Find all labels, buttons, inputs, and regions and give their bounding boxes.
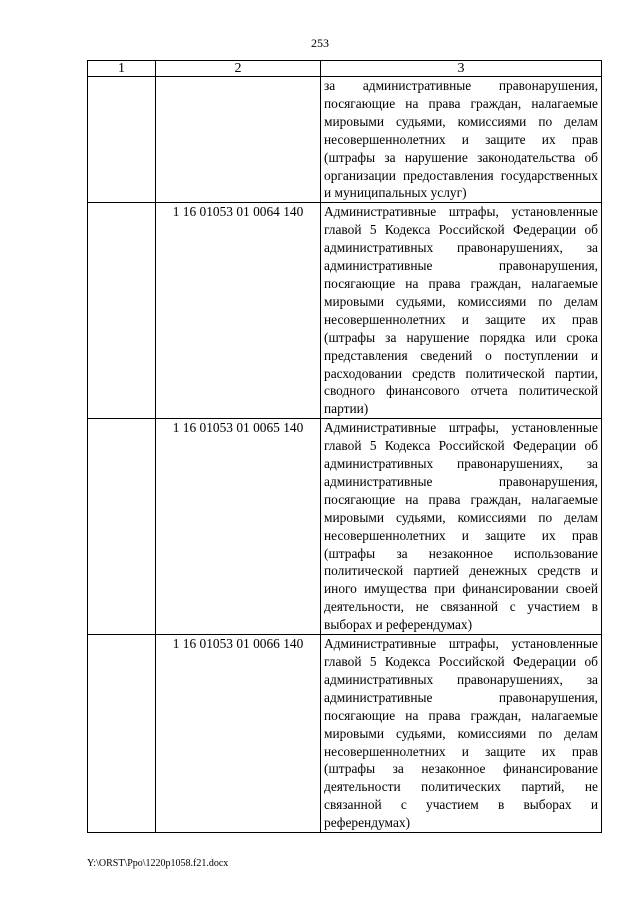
table-header-row: [88, 61, 602, 77]
row-description: за административные правонарушения, посягающие на права граждан, налагаемые мировыми судьями, комиссиями по делам несовершеннолетних и защите их прав (штрафы за нарушение законодательства об организации предоставления государственных и муниципальных услуг): [321, 77, 602, 203]
table-row: [88, 419, 602, 635]
column-header-2: 2: [156, 61, 321, 77]
page-number: 253: [311, 36, 329, 50]
table-row: [88, 635, 602, 833]
column-header-1: 1: [88, 61, 156, 77]
row-description: Административные штрафы, установленные главой 5 Кодекса Российской Федерации об административных правонарушениях, за административные правонарушения, посягающие на права граждан, налагаемые мировыми судьями, комиссиями по делам несовершеннолетних и защите их прав (штрафы за нарушение порядка или срока представления сведений о поступлении и расходовании средств политической партии, сводного финансового отчета политической партии): [321, 203, 602, 419]
table-row: [88, 77, 602, 203]
row-description: Административные штрафы, установленные главой 5 Кодекса Российской Федерации об административных правонарушениях, за административные правонарушения, посягающие на права граждан, налагаемые мировыми судьями, комиссиями по делам несовершеннолетних и защите их прав (штрафы за незаконное финансирование деятельности политических партий, не связанной с участием в выборах и референдумах): [321, 635, 602, 833]
budget-code-table: [87, 60, 602, 833]
row-code: [156, 77, 321, 203]
row-col1: [88, 203, 156, 419]
row-col1: [88, 419, 156, 635]
file-path-footer: Y:\ORST\Ppo\1220p1058.f21.docx: [87, 858, 229, 869]
row-col1: [88, 77, 156, 203]
row-code: 1 16 01053 01 0064 140: [156, 203, 321, 419]
row-description: Административные штрафы, установленные главой 5 Кодекса Российской Федерации об административных правонарушениях, за административные правонарушения, посягающие на права граждан, налагаемые мировыми судьями, комиссиями по делам несовершеннолетних и защите их прав (штрафы за незаконное использование политической партией денежных средств и иного имущества при финансировании своей деятельности, не связанной с участием в выборах и референдумах): [321, 419, 602, 635]
column-header-3: 3: [321, 61, 602, 77]
table-row: [88, 203, 602, 419]
row-code: 1 16 01053 01 0066 140: [156, 635, 321, 833]
row-col1: [88, 635, 156, 833]
row-code: 1 16 01053 01 0065 140: [156, 419, 321, 635]
